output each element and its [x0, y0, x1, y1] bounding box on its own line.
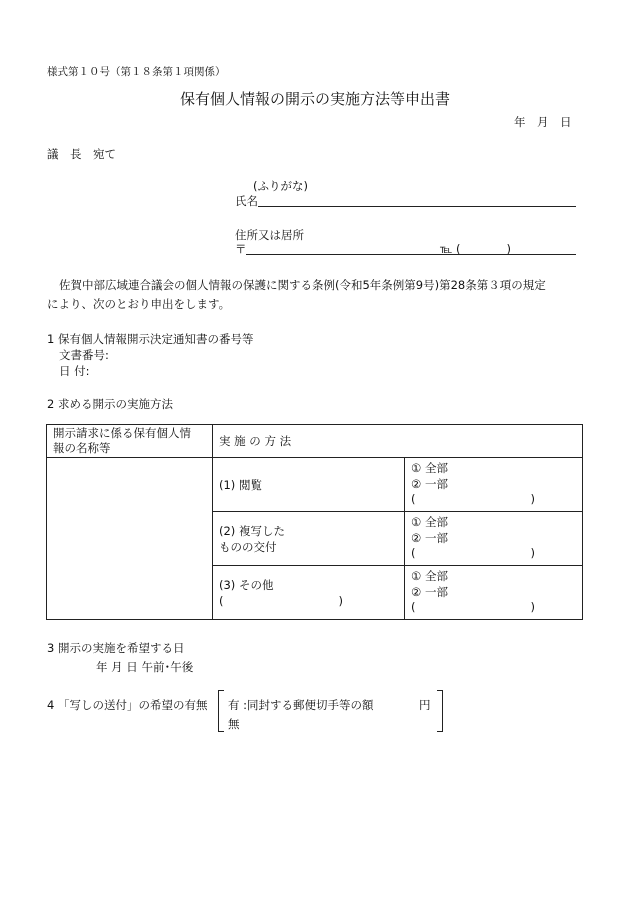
postal-mark: 〒 [235, 242, 247, 256]
method-label-sub: ものの交付 [219, 539, 277, 554]
section2-heading: 2 求める開示の実施方法 [47, 397, 173, 411]
info-name-header-line2: 報の名称等 [53, 441, 111, 455]
method-options-cell[interactable] [405, 458, 583, 512]
address-label: 住所又は居所 [235, 228, 304, 242]
option-partial[interactable]: ② 一部 [411, 476, 448, 491]
method-label-cell [213, 458, 405, 512]
section1-heading: 1 保有個人情報開示決定通知書の番号等 [47, 332, 254, 346]
option-detail[interactable]: ( ) [411, 546, 535, 561]
section4-heading: 4 「写しの送付」の希望の有無 [47, 698, 208, 712]
furigana-label: (ふりがな) [253, 179, 308, 193]
option-all[interactable]: ① 全部 [411, 515, 448, 530]
info-name-cell[interactable] [47, 458, 213, 620]
option-partial[interactable]: ② 一部 [411, 584, 448, 599]
method-label-sub[interactable]: ( ) [219, 593, 343, 608]
method-options-cell[interactable] [405, 566, 583, 620]
yen-label: 円 [419, 698, 431, 712]
name-label: 氏名 [235, 194, 258, 208]
option-partial[interactable]: ② 一部 [411, 530, 448, 545]
mail-yes-option[interactable]: 有 :同封する郵便切手等の額 [228, 698, 374, 712]
bracket-left [218, 690, 224, 732]
option-all[interactable]: ① 全部 [411, 461, 448, 476]
desired-date[interactable]: 年 月 日 午前･午後 [96, 660, 194, 674]
document-title: 保有個人情報の開示の実施方法等申出書 [179, 90, 450, 108]
body-text-line2: により、次のとおり申出をします。 [47, 297, 231, 311]
notice-date-label: 日 付: [59, 364, 90, 378]
method-table [46, 424, 583, 620]
bracket-right [437, 690, 443, 732]
address-underline[interactable] [246, 254, 576, 255]
method-label: (3) その他 [219, 577, 274, 592]
method-label: (2) 複写した [219, 523, 285, 538]
option-all[interactable]: ① 全部 [411, 569, 448, 584]
mail-no-option[interactable]: 無 [228, 717, 240, 731]
body-text-line1: 佐賀中部広域連合議会の個人情報の保護に関する条例(令和5年条例第9号)第28条第３項の規定 [59, 278, 546, 292]
method-header: 実 施 の 方 法 [213, 425, 583, 458]
info-name-header [47, 425, 213, 458]
method-label: (1) 閲覧 [219, 477, 262, 492]
option-detail[interactable]: ( ) [411, 600, 535, 615]
form-number: 様式第１０号（第１８条第１項関係） [47, 66, 226, 78]
method-label-cell [213, 512, 405, 566]
name-underline[interactable] [258, 206, 576, 207]
section3-heading: 3 開示の実施を希望する日 [47, 641, 185, 655]
doc-number-label: 文書番号: [59, 348, 109, 362]
method-options-cell[interactable] [405, 512, 583, 566]
method-label-cell [213, 566, 405, 620]
option-detail[interactable]: ( ) [411, 492, 535, 507]
tel-label: ℡ ( ) [440, 242, 511, 256]
date-line: 年 月 日 [514, 115, 572, 129]
addressee: 議 長 宛て [47, 147, 116, 161]
info-name-header-line1: 開示請求に係る保有個人情 [53, 426, 191, 440]
